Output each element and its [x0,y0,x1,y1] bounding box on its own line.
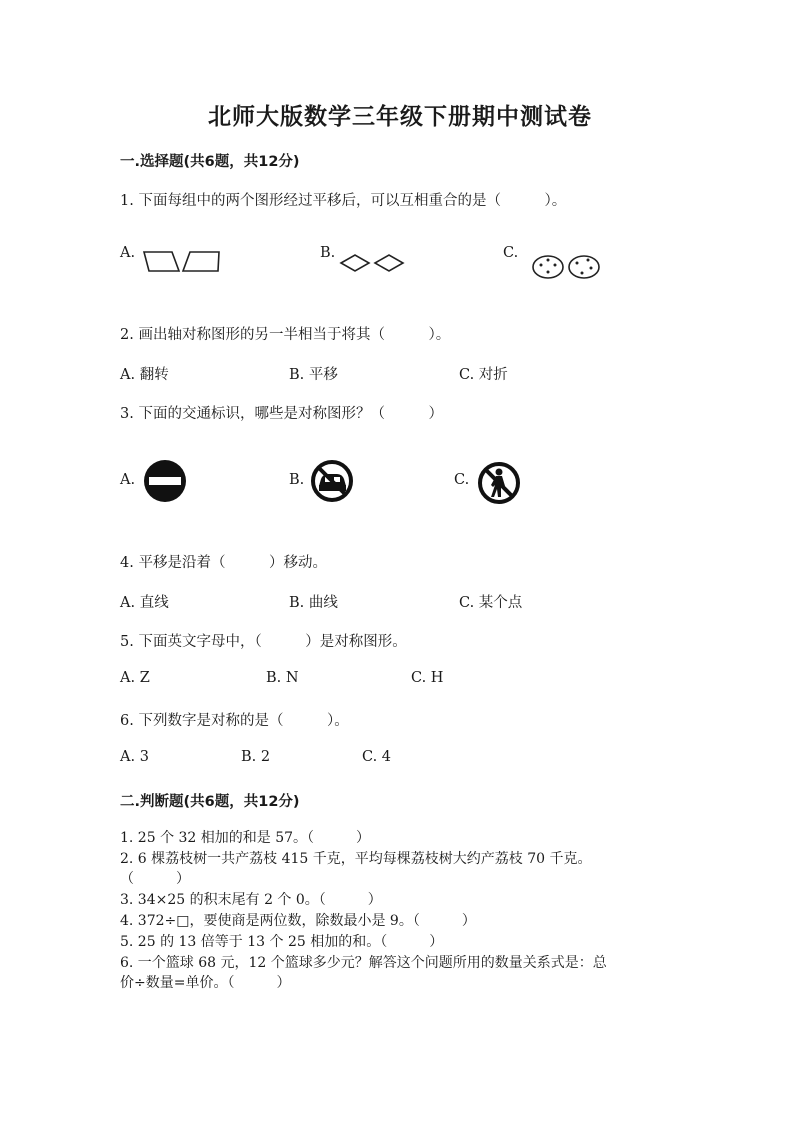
section-heading-choice: 一.选择题(共6题，共12分) [120,154,300,170]
question-4-stem: 4. 平移是沿着（ ）移动。 [120,555,327,571]
true-false-line: 2. 6 棵荔枝树一共产荔枝 415 千克，平均每棵荔枝树大约产荔枝 70 千克。 [120,851,592,867]
question-6-option-a: A. 3 [120,749,149,765]
question-4-option-b: B. 曲线 [289,595,338,611]
section-heading-true-false: 二.判断题(共6题，共12分) [120,794,300,810]
question-5-option-b: B. N [266,670,299,686]
circle-dots-pair-icon [530,254,602,280]
true-false-line: 6. 一个篮球 68 元，12 个篮球多少元？解答这个问题所用的数量关系式是：总 [120,955,607,971]
question-3-option-c: C. [454,472,470,488]
true-false-line: （ ） [120,871,190,887]
question-5-option-c: C. H [411,670,444,686]
no-motor-vehicle-sign-icon [310,459,354,503]
true-false-line: 1. 25 个 32 相加的和是 57。（ ） [120,830,371,846]
diamond-pair-icon [339,253,405,273]
parallelogram-pair-icon [142,250,222,274]
true-false-line: 5. 25 的 13 倍等于 13 个 25 相加的和。（ ） [120,934,444,950]
question-2-stem: 2. 画出轴对称图形的另一半相当于将其（ ）。 [120,327,451,343]
page-title: 北师大版数学三年级下册期中测试卷 [208,104,592,130]
question-5-option-a: A. Z [120,670,150,686]
no-entry-sign-icon [143,459,187,503]
question-2-option-c: C. 对折 [459,367,508,383]
question-2-option-a: A. 翻转 [120,367,169,383]
question-2-option-b: B. 平移 [289,367,338,383]
question-6-stem: 6. 下列数字是对称的是（ ）。 [120,713,349,729]
question-3-option-a: A. [120,472,136,488]
question-1-stem: 1. 下面每组中的两个图形经过平移后，可以互相重合的是（ ）。 [120,193,567,209]
true-false-line: 4. 372÷□，要使商是两位数，除数最小是 9。（ ） [120,913,476,929]
question-1-option-c: C. [503,245,519,261]
question-4-option-c: C. 某个点 [459,595,523,611]
question-6-option-b: B. 2 [241,749,271,765]
question-1-option-a: A. [120,245,136,261]
question-5-stem: 5. 下面英文字母中，（ ）是对称图形。 [120,634,407,650]
true-false-line: 3. 34×25 的积末尾有 2 个 0。（ ） [120,892,382,908]
true-false-line: 价÷数量=单价。（ ） [120,975,291,991]
question-1-option-b: B. [320,245,336,261]
question-4-option-a: A. 直线 [120,595,169,611]
question-3-stem: 3. 下面的交通标识，哪些是对称图形？（ ） [120,406,443,422]
no-pedestrian-sign-icon [477,461,521,505]
question-3-option-b: B. [289,472,305,488]
question-6-option-c: C. 4 [362,749,392,765]
